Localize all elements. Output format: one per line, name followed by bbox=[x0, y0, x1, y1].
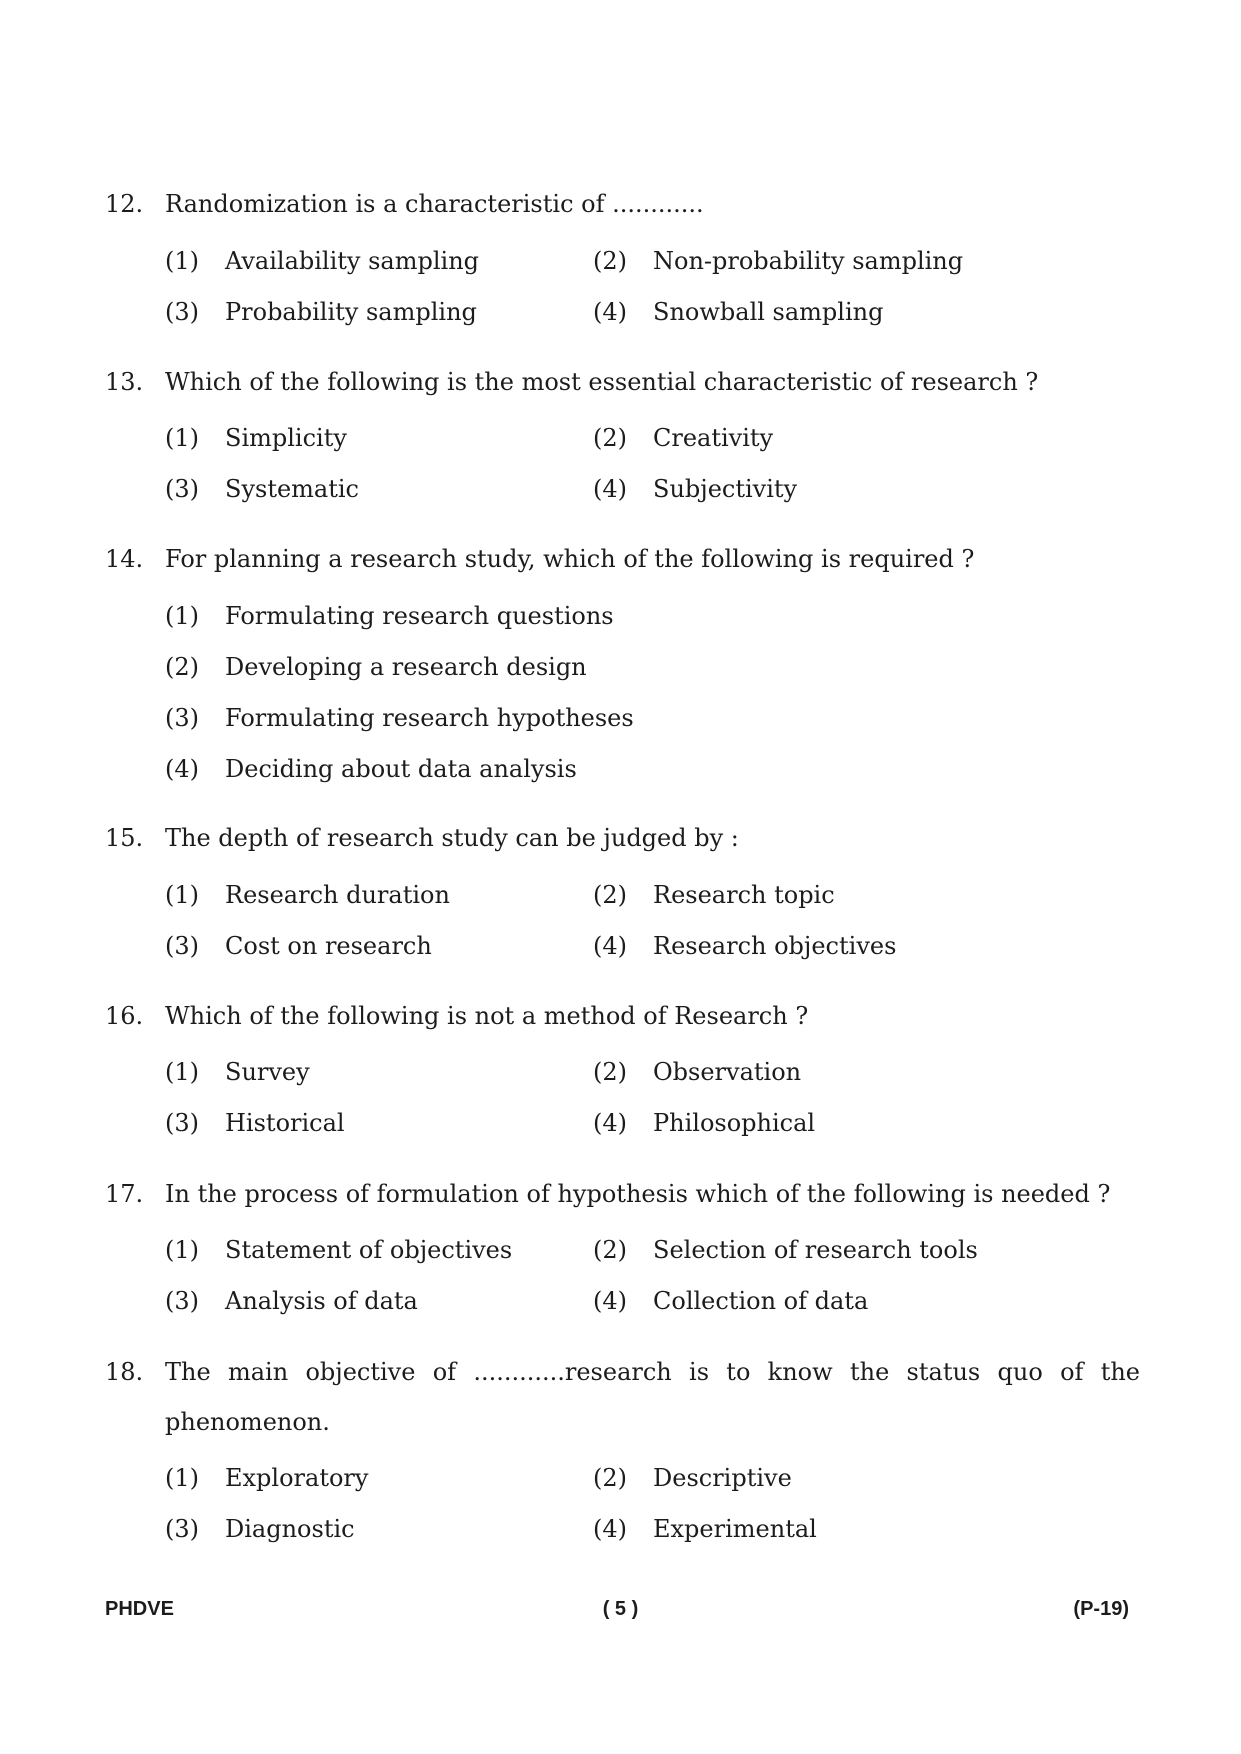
option-text: Developing a research design bbox=[225, 653, 587, 681]
question-text: For planning a research study, which of the following is required ? bbox=[165, 545, 975, 573]
question-text: The main objective of ............research is to know the status quo of the phenomenon. bbox=[165, 1358, 1140, 1436]
question-text: Which of the following is the most essential characteristic of research ? bbox=[165, 368, 1039, 396]
option-number: (4) bbox=[165, 755, 199, 783]
question-number: 16. bbox=[105, 1002, 144, 1030]
option-number: (2) bbox=[593, 424, 627, 452]
option-number: (2) bbox=[593, 247, 627, 275]
option-text: Research topic bbox=[653, 881, 835, 909]
option-number: (3) bbox=[165, 704, 199, 732]
option-text: Cost on research bbox=[225, 932, 432, 960]
option-text: Snowball sampling bbox=[653, 298, 884, 326]
option-number: (3) bbox=[165, 1287, 199, 1315]
option-text: Subjectivity bbox=[653, 475, 798, 503]
option-text: Probability sampling bbox=[225, 298, 477, 326]
option-text: Simplicity bbox=[225, 424, 347, 452]
option-number: (4) bbox=[593, 475, 627, 503]
option-number: (2) bbox=[593, 1464, 627, 1492]
option-text: Experimental bbox=[653, 1515, 817, 1543]
option-number: (4) bbox=[593, 932, 627, 960]
option-text: Formulating research hypotheses bbox=[225, 704, 634, 732]
option-number: (4) bbox=[593, 1515, 627, 1543]
option-number: (3) bbox=[165, 1515, 199, 1543]
option-number: (4) bbox=[593, 1109, 627, 1137]
option-number: (3) bbox=[165, 475, 199, 503]
option-text: Creativity bbox=[653, 424, 774, 452]
option-text: Observation bbox=[653, 1058, 802, 1086]
footer-code: PHDVE bbox=[105, 1598, 174, 1620]
question-text: In the process of formulation of hypothesis which of the following is needed ? bbox=[165, 1180, 1111, 1208]
option-text: Non-probability sampling bbox=[653, 247, 964, 275]
option-number: (2) bbox=[165, 653, 199, 681]
option-number: (1) bbox=[165, 424, 199, 452]
question-number: 13. bbox=[105, 368, 144, 396]
question-number: 17. bbox=[105, 1180, 144, 1208]
question-text: Which of the following is not a method of Research ? bbox=[165, 1002, 809, 1030]
option-text: Philosophical bbox=[653, 1109, 816, 1137]
option-text: Collection of data bbox=[653, 1287, 869, 1315]
option-number: (1) bbox=[165, 247, 199, 275]
option-text: Descriptive bbox=[653, 1464, 792, 1492]
question-number: 14. bbox=[105, 545, 144, 573]
option-number: (2) bbox=[593, 1058, 627, 1086]
page-number: ( 5 ) bbox=[602, 1598, 639, 1620]
option-number: (3) bbox=[165, 298, 199, 326]
question-number: 15. bbox=[105, 824, 144, 852]
question-number: 18. bbox=[105, 1358, 144, 1386]
option-text: Diagnostic bbox=[225, 1515, 355, 1543]
option-number: (1) bbox=[165, 602, 199, 630]
option-text: Research objectives bbox=[653, 932, 897, 960]
option-number: (2) bbox=[593, 1236, 627, 1264]
option-number: (1) bbox=[165, 1464, 199, 1492]
option-number: (3) bbox=[165, 1109, 199, 1137]
option-text: Exploratory bbox=[225, 1464, 369, 1492]
option-number: (1) bbox=[165, 1058, 199, 1086]
option-text: Historical bbox=[225, 1109, 345, 1137]
option-text: Survey bbox=[225, 1058, 310, 1086]
option-number: (1) bbox=[165, 1236, 199, 1264]
option-number: (4) bbox=[593, 298, 627, 326]
question-number: 12. bbox=[105, 190, 144, 218]
option-text: Statement of objectives bbox=[225, 1236, 513, 1264]
option-text: Deciding about data analysis bbox=[225, 755, 577, 783]
option-text: Systematic bbox=[225, 475, 359, 503]
option-text: Analysis of data bbox=[225, 1287, 418, 1315]
option-text: Research duration bbox=[225, 881, 450, 909]
footer-ref: (P-19) bbox=[1073, 1598, 1129, 1620]
option-number: (3) bbox=[165, 932, 199, 960]
option-number: (4) bbox=[593, 1287, 627, 1315]
option-text: Selection of research tools bbox=[653, 1236, 978, 1264]
question-text: The depth of research study can be judged by : bbox=[165, 824, 739, 852]
option-text: Availability sampling bbox=[225, 247, 480, 275]
option-number: (2) bbox=[593, 881, 627, 909]
question-text: Randomization is a characteristic of ............ bbox=[165, 190, 704, 218]
option-text: Formulating research questions bbox=[225, 602, 614, 630]
option-number: (1) bbox=[165, 881, 199, 909]
